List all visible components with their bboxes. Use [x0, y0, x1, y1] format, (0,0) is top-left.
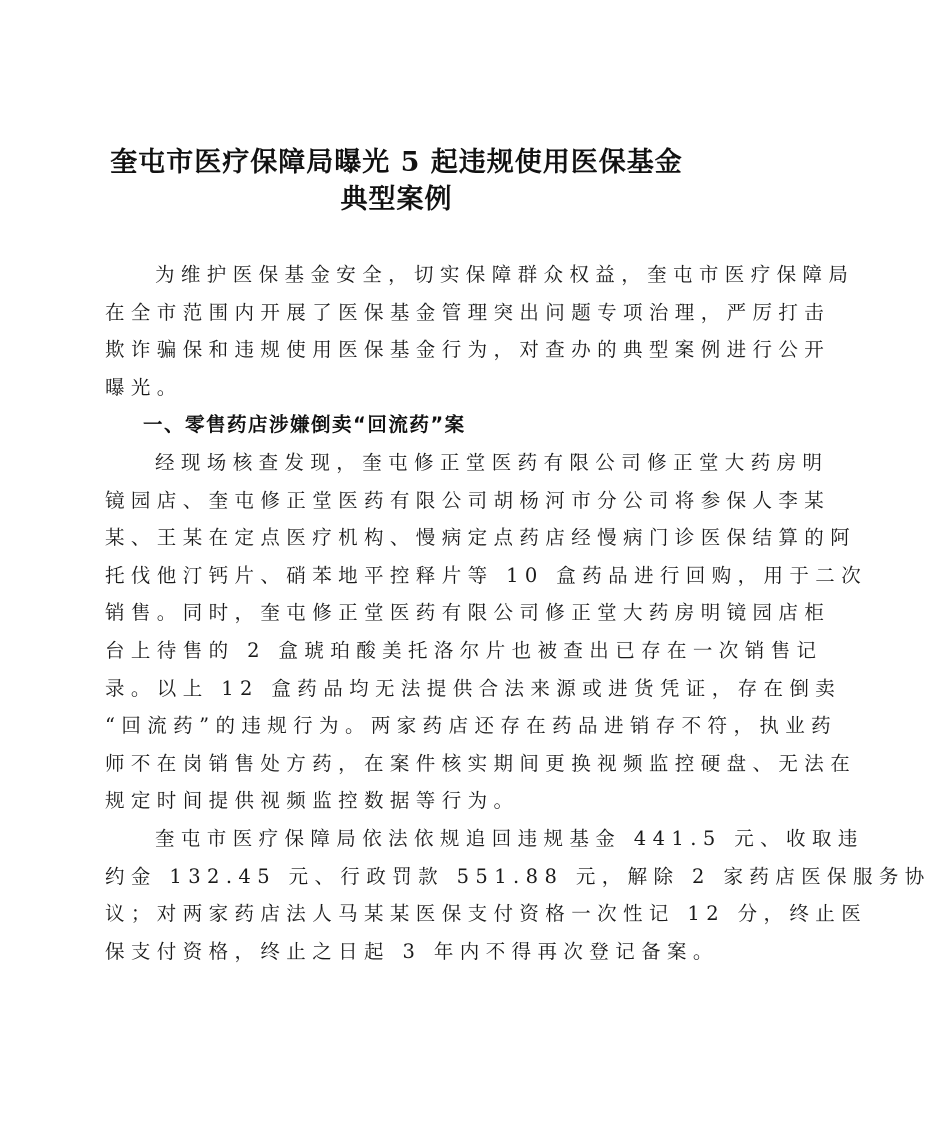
paragraph-line: 台上待售的 2 盒琥珀酸美托洛尔片也被查出已存在一次销售记: [105, 638, 823, 662]
paragraph-line: 师不在岗销售处方药，在案件核实期间更换视频监控硬盘、无法在: [105, 751, 857, 775]
paragraph-line: 议；对两家药店法人马某某医保支付资格一次性记 12 分，终止医: [105, 902, 868, 926]
intro-line: 为维护医保基金安全，切实保障群众权益，奎屯市医疗保障局: [155, 263, 855, 286]
paragraph-line: “回流药”的违规行为。两家药店还存在药品进销存不符，执业药: [105, 714, 838, 738]
paragraph-line: 销售。同时，奎屯修正堂医药有限公司修正堂大药房明镜园店柜: [105, 601, 831, 625]
intro-line: 曝光。: [105, 375, 183, 399]
section-1-heading: 一、零售药店涉嫌倒卖“回流药”案: [143, 413, 466, 437]
paragraph-line: 经现场核查发现，奎屯修正堂医药有限公司修正堂大药房明: [155, 450, 829, 474]
section-1-paragraph-1: [105, 444, 868, 820]
paragraph-line: 托伐他汀钙片、硝苯地平控释片等 10 盒药品进行回购，用于二次: [105, 563, 868, 587]
document-title-line-2: 典型案例: [340, 184, 453, 215]
intro-line: 欺诈骗保和违规使用医保基金行为，对查办的典型案例进行公开: [105, 338, 831, 362]
paragraph-line: 某、王某在定点医疗机构、慢病定点药店经慢病门诊医保结算的阿: [105, 526, 857, 550]
paragraph-line: 约金 132.45 元、行政罚款 551.88 元，解除 2 家药店医保服务协: [105, 864, 931, 888]
paragraph-line: 镜园店、奎屯修正堂医药有限公司胡杨河市分公司将参保人李某: [105, 488, 831, 512]
paragraph-line: 奎屯市医疗保障局依法依规追回违规基金 441.5 元、收取违: [155, 826, 864, 850]
intro-paragraph: [105, 256, 855, 406]
section-1-paragraph-2: [105, 820, 931, 970]
paragraph-line: 录。以上 12 盒药品均无法提供合法来源或进货凭证，存在倒卖: [105, 676, 842, 700]
paragraph-line: 保支付资格，终止之日起 3 年内不得再次登记备案。: [105, 939, 719, 963]
document-title-line-1: 奎屯市医疗保障局曝光 5 起违规使用医保基金: [110, 147, 683, 178]
document-body: [105, 256, 931, 970]
intro-line: 在全市范围内开展了医保基金管理突出问题专项治理，严厉打击: [105, 300, 831, 324]
paragraph-line: 规定时间提供视频监控数据等行为。: [105, 789, 520, 813]
